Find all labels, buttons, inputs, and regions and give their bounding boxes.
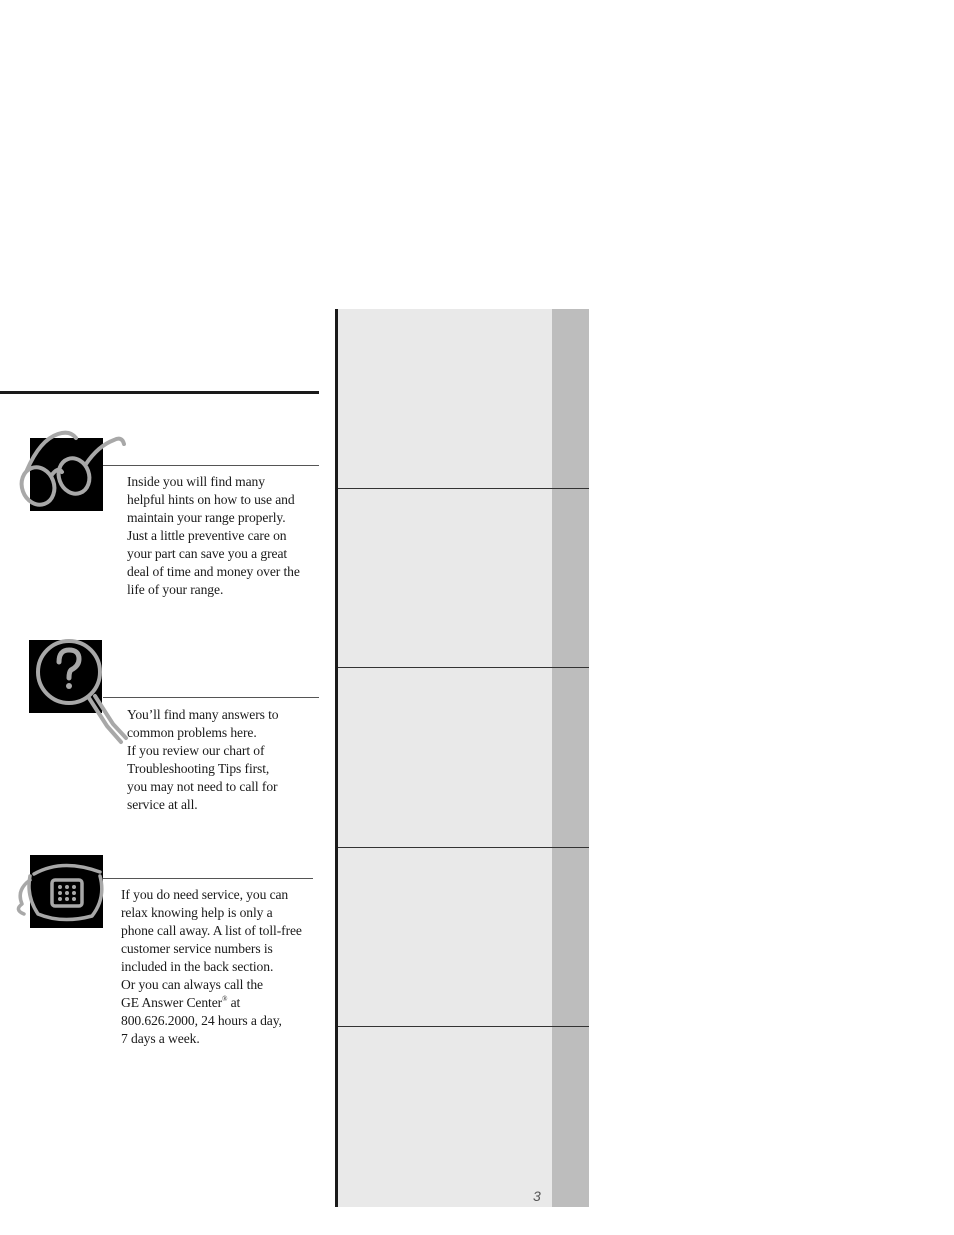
troubleshooting-description [127,706,278,814]
care-text-line: life of your range. [127,582,224,597]
care-text-line: your part can save you a great [127,546,288,561]
troubleshooting-text-line: Troubleshooting Tips first, [127,761,270,776]
service-text-line: customer service numbers is [121,941,273,956]
care-section-rule [103,465,319,466]
care-description [127,473,300,599]
panel-divider [338,488,589,489]
service-closing-text [121,1013,282,1046]
panel-divider [338,847,589,848]
answer-center-suffix: at [227,995,241,1010]
troubleshooting-text-line: common problems here. [127,725,257,740]
side-panel [335,309,589,1207]
service-text-line: phone call away. A list of toll-free [121,923,302,938]
service-text-line: relax knowing help is only a [121,905,273,920]
service-text-line: If you do need service, you can [121,887,289,902]
service-intro-text [121,887,302,992]
answer-center-name: GE Answer Center [121,995,223,1010]
service-section-rule [103,878,313,879]
panel-divider [338,667,589,668]
service-closing-line: 7 days a week. [121,1031,200,1046]
care-text-line: maintain your range properly. [127,510,286,525]
troubleshooting-text-line: you may not need to call for [127,779,278,794]
telephone-icon [12,850,112,930]
registered-mark: ® [222,995,228,1003]
eyeglasses-icon [18,428,130,512]
troubleshooting-text-line: You’ll find many answers to [127,707,279,722]
panel-divider [338,1026,589,1027]
troubleshooting-text-line: If you review our chart of [127,743,265,758]
service-closing-line: 800.626.2000, 24 hours a day, [121,1013,282,1028]
service-text-line: included in the back section. [121,959,274,974]
troubleshooting-text-line: service at all. [127,797,198,812]
panel-light-column [338,309,552,1207]
troubleshooting-section-rule [103,697,319,698]
service-text-line: Or you can always call the [121,977,263,992]
care-text-line: helpful hints on how to use and [127,492,295,507]
care-text-line: Just a little preventive care on [127,528,287,543]
magnifier-question-icon [29,630,129,750]
care-text-line: Inside you will find many [127,474,265,489]
care-text-line: deal of time and money over the [127,564,300,579]
top-rule [0,391,319,394]
page-number: 3 [533,1188,541,1204]
service-description [121,886,302,1048]
panel-dark-column [552,309,589,1207]
